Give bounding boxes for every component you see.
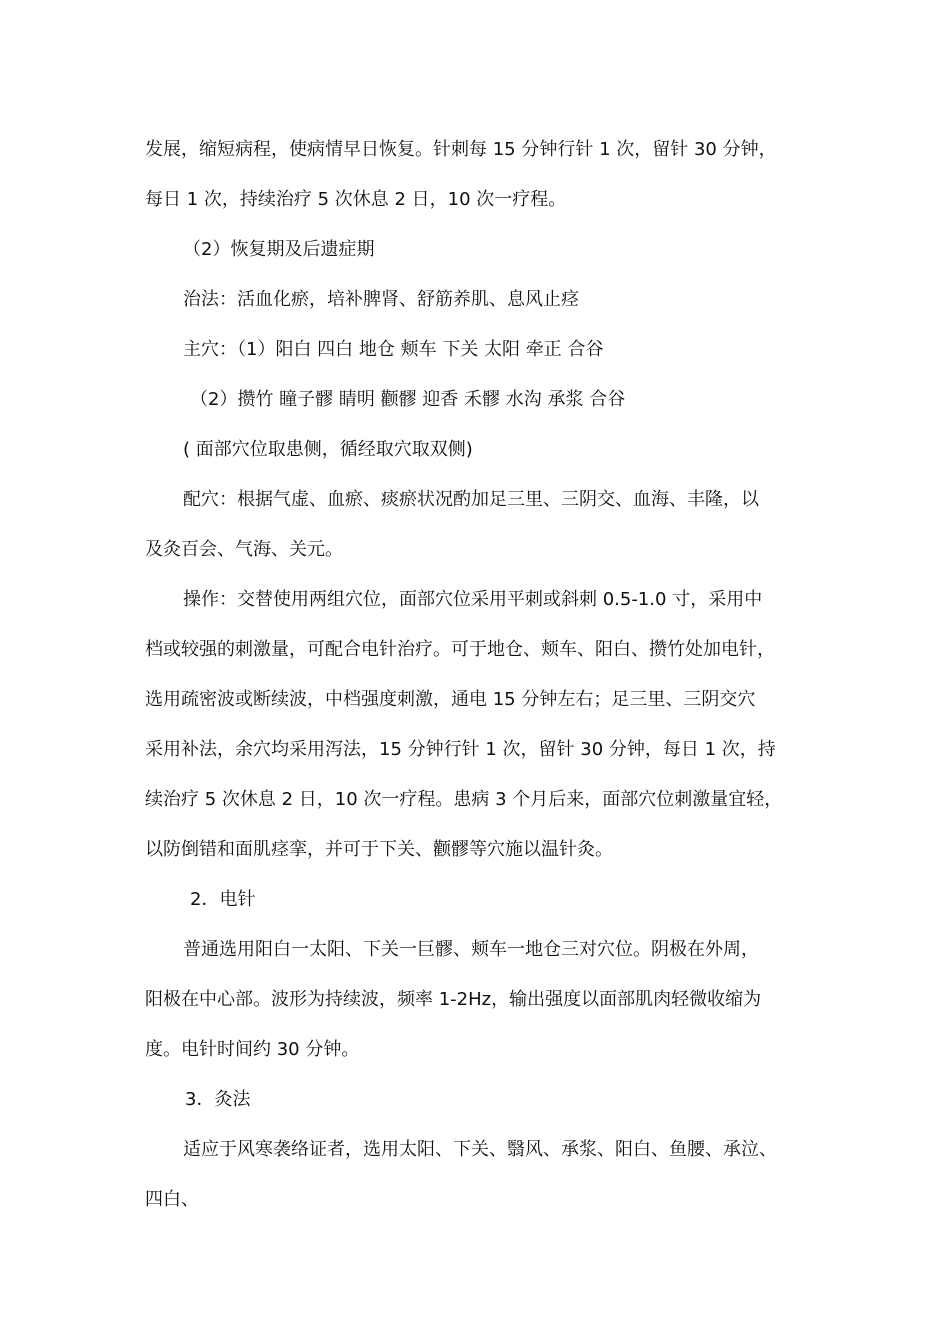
main-points-line-1: 主穴：（1）阳白 四白 地仓 颊车 下关 太阳 牵正 合谷 [183,339,604,360]
operation-line-2: 档或较强的刺激量，可配合电针治疗。可于地仓、颊车、阳白、攒竹处加电针， [145,639,775,660]
section-heading-moxibustion: 3．灸法 [185,1089,251,1110]
moxibustion-line-2: 四白、 [145,1189,199,1210]
auxiliary-points-line-1: 配穴：根据气虚、血瘀、痰瘀状况酌加足三里、三阴交、血海、丰隆，以 [183,489,759,510]
operation-line-4: 采用补法，余穴均采用泻法，15 分钟行针 1 次，留针 30 分钟，每日 1 次，持 [145,739,776,760]
operation-line-1: 操作：交替使用两组穴位，面部穴位采用平刺或斜刺 0.5-1.0 寸，采用中 [183,589,763,610]
operation-line-3: 选用疏密波或断续波，中档强度刺激，通电 15 分钟左右；足三里、三阴交穴 [145,689,756,710]
electroacupuncture-line-2: 阳极在中心部。波形为持续波，频率 1-2Hz，输出强度以面部肌肉轻微收缩为 [145,989,762,1010]
section-heading-electroacupuncture: 2．电针 [190,889,256,910]
main-points-line-2: （2）攒竹 瞳子髎 睛明 颧髎 迎香 禾髎 水沟 承浆 合谷 [190,389,626,410]
operation-line-5: 续治疗 5 次休息 2 日，10 次一疗程。患病 3 个月后来，面部穴位刺激量宜轻， [145,789,783,810]
treatment-method-line: 治法：活血化瘀，培补脾肾、舒筋养肌、息风止痉 [183,289,579,310]
electroacupuncture-line-1: 普通选用阳白一太阳、下关一巨髎、颊车一地仓三对穴位。阴极在外周， [183,939,759,960]
points-note-line: ( 面部穴位取患侧，循经取穴取双侧) [183,439,473,460]
text-line-1: 发展，缩短病程，使病情早日恢复。针刺每 15 分钟行针 1 次，留针 30 分钟， [145,139,777,160]
text-line-2: 每日 1 次，持续治疗 5 次休息 2 日，10 次一疗程。 [145,189,567,210]
section-heading-recovery: （2）恢复期及后遗症期 [183,239,375,260]
operation-line-6: 以防倒错和面肌痉挛，并可于下关、颧髎等穴施以温针灸。 [145,839,613,860]
auxiliary-points-line-2: 及灸百会、气海、关元。 [145,539,343,560]
electroacupuncture-line-3: 度。电针时间约 30 分钟。 [145,1039,360,1060]
moxibustion-line-1: 适应于风寒袭络证者，选用太阳、下关、翳风、承浆、阳白、鱼腰、承泣、 [183,1139,777,1160]
